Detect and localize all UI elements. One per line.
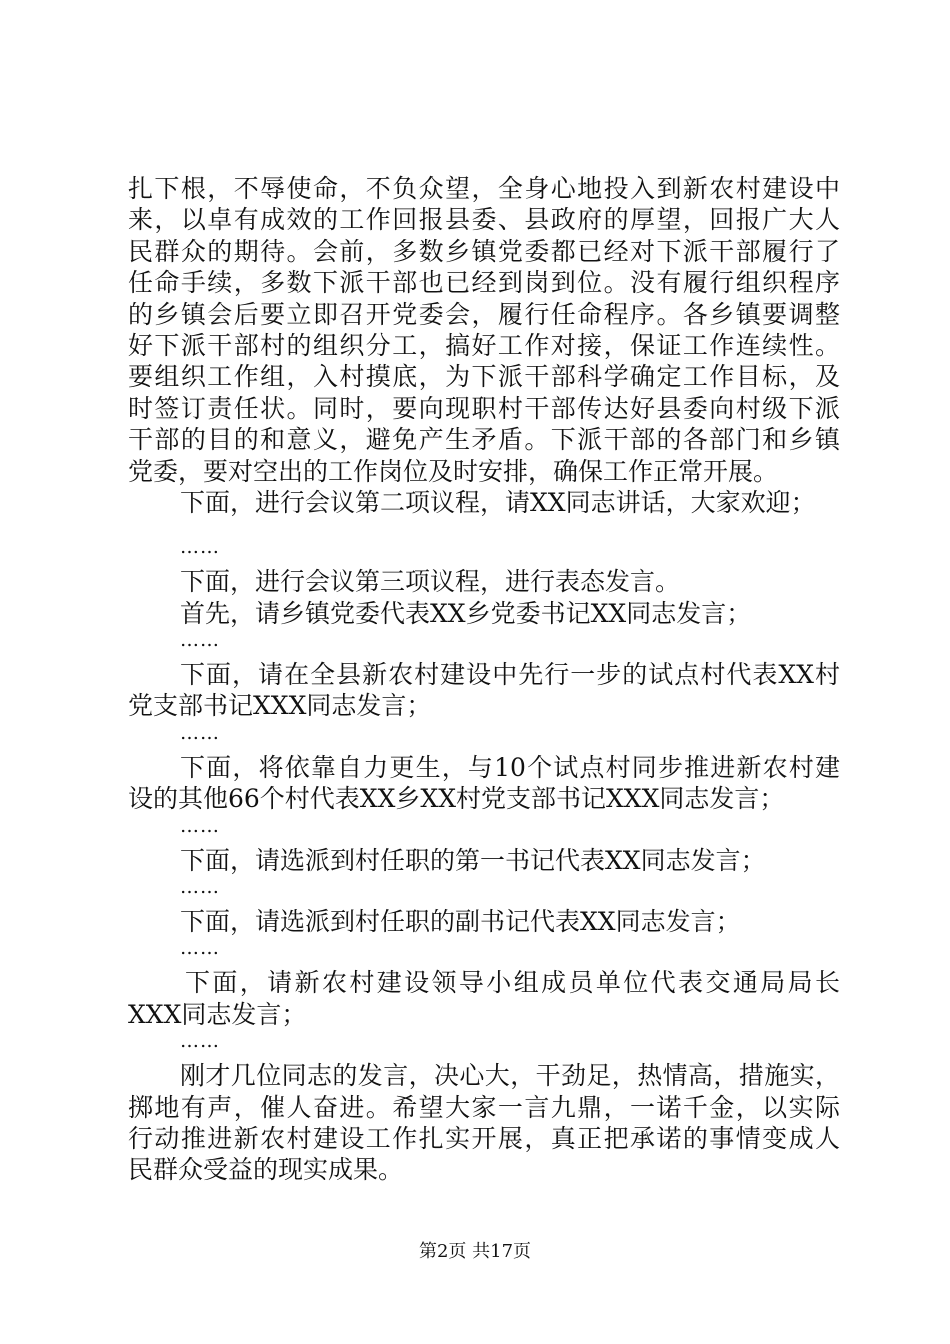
page-number-footer: 第2页 共17页 xyxy=(418,1241,532,1262)
ellipsis-line: …… xyxy=(180,721,220,744)
paragraph-line: 掷地有声，催人奋进。希望大家一言九鼎，一诺千金，以实际 xyxy=(128,1092,840,1122)
ellipsis-line: …… xyxy=(180,1030,220,1053)
agenda-line: XXX同志发言； xyxy=(128,999,307,1029)
paragraph-line: 要组织工作组，入村摸底，为下派干部科学确定工作目标，及 xyxy=(128,362,840,392)
paragraph-line: 民群众受益的现实成果。 xyxy=(128,1155,404,1185)
ellipsis-line: …… xyxy=(180,876,220,899)
ellipsis-line: …… xyxy=(180,536,220,559)
agenda-line: 下面，进行会议第二项议程，请XX同志讲话，大家欢迎； xyxy=(180,487,816,517)
agenda-line: 党支部书记XXX同志发言； xyxy=(128,691,432,721)
paragraph-line: 党委，要对空出的工作岗位及时安排，确保工作正常开展。 xyxy=(128,456,779,486)
spacer xyxy=(128,518,840,536)
paragraph-line: 的乡镇会后要立即召开党委会，履行任命程序。各乡镇要调整 xyxy=(128,299,840,329)
document-body xyxy=(128,173,840,1186)
ellipsis-line: …… xyxy=(180,629,220,652)
paragraph-line: 行动推进新农村建设工作扎实开展，真正把承诺的事情变成人 xyxy=(128,1123,840,1153)
agenda-line: 下面，请选派到村任职的第一书记代表XX同志发言； xyxy=(180,845,766,875)
agenda-line: 下面，请在全县新农村建设中先行一步的试点村代表XX村 xyxy=(180,660,840,690)
ellipsis-line: …… xyxy=(180,814,220,837)
paragraph-line: 任命手续，多数下派干部也已经到岗到位。没有履行组织程序 xyxy=(128,268,840,298)
paragraph-line: 民群众的期待。会前，多数乡镇党委都已经对下派干部履行了 xyxy=(128,236,840,266)
paragraph-line: 刚才几位同志的发言，决心大，干劲足，热情高，措施实， xyxy=(180,1061,840,1091)
paragraph-line: 来，以卓有成效的工作回报县委、县政府的厚望，回报广大人 xyxy=(128,205,840,235)
agenda-line: 下面，请选派到村任职的副书记代表XX同志发言； xyxy=(180,907,741,937)
paragraph-line: 干部的目的和意义，避免产生矛盾。下派干部的各部门和乡镇 xyxy=(128,425,840,455)
paragraph-line: 好下派干部村的组织分工，搞好工作对接，保证工作连续性。 xyxy=(128,330,840,360)
agenda-line: 下面，将依靠自力更生，与10个试点村同步推进新农村建 xyxy=(180,752,840,782)
agenda-line: 下面，进行会议第三项议程，进行表态发言。 xyxy=(180,567,681,597)
agenda-line: 首先，请乡镇党委代表XX乡党委书记XX同志发言； xyxy=(180,598,752,628)
paragraph-line: 扎下根，不辱使命，不负众望，全身心地投入到新农村建设中 xyxy=(128,174,840,203)
agenda-line: 下面，请新农村建设领导小组成员单位代表交通局局长 xyxy=(185,968,840,998)
agenda-line: 设的其他66个村代表XX乡XX村党支部书记XXX同志发言； xyxy=(128,784,785,814)
paragraph-line: 时签订责任状。同时，要向现职村干部传达好县委向村级下派 xyxy=(128,393,840,423)
ellipsis-line: …… xyxy=(180,937,220,960)
